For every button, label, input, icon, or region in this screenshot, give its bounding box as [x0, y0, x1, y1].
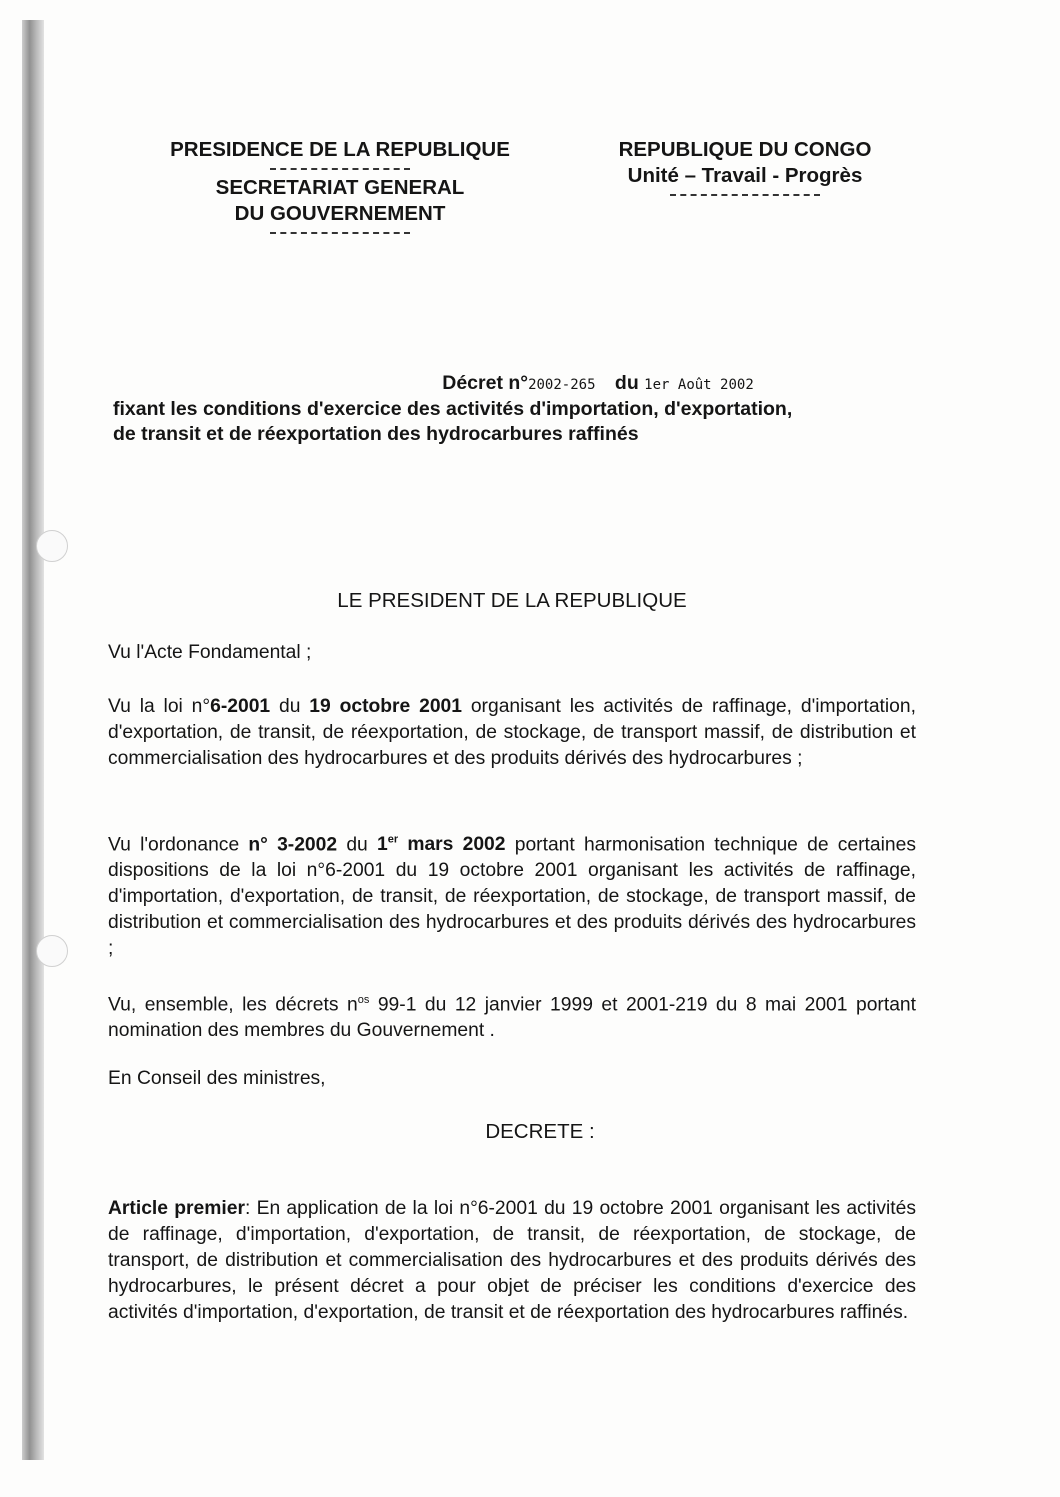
vu3-text: portant harmonisation technique de certaines dispositions de la loi n°6-2001 du 19 octobre 2001 organisant les activités de raffinage, d'importation, d'exportation, de transit, de réexportation, de stockage, de transport massif, de distribution et commercialisation des hydrocarbures et des produits dérivés des hydrocarbures ; — [108, 834, 916, 960]
header-separator — [270, 168, 410, 170]
header-left — [140, 138, 540, 240]
vu4-text: Vu, ensemble, les décrets n — [108, 994, 358, 1016]
article-premier — [108, 1196, 916, 1326]
vu3-day: 1 — [376, 834, 388, 856]
vu3-ord-number: n° 3-2002 — [248, 834, 338, 856]
vu3-day-sup: er — [387, 834, 399, 846]
vu3-text: du — [337, 834, 377, 856]
vu2-text: organisant les activités de raffinage, d'importation, d'exportation, de transit, de réexportation, de stockage, de transport massif, de distribution et commercialisation des hydrocarbures et des produits dérivés des hydrocarbures ; — [108, 696, 916, 769]
vu-loi-paragraph — [108, 694, 916, 772]
decree-subject-line2: de transit et de réexportation des hydrocarbures raffinés — [113, 423, 639, 445]
presidence-label: PRESIDENCE DE LA REPUBLIQUE — [170, 138, 510, 161]
vu3-month: mars 2002 — [398, 834, 506, 856]
decree-prefix: Décret n° — [442, 372, 529, 394]
header-separator — [670, 194, 820, 196]
vu-decrets-paragraph — [108, 987, 916, 1044]
punch-hole — [36, 530, 68, 562]
gouvernement-label: DU GOUVERNEMENT — [234, 202, 446, 225]
vu-acte-fondamental: Vu l'Acte Fondamental ; — [108, 642, 312, 663]
vu3-text: Vu l'ordonance — [108, 834, 249, 856]
decree-subject-line1: fixant les conditions d'exercice des activités d'importation, d'exportation, — [113, 398, 793, 420]
motto: Unité – Travail - Progrès — [627, 164, 863, 187]
decree-date: 1er Août 2002 — [644, 377, 754, 393]
vu2-text: Vu la loi n° — [108, 696, 211, 717]
vu4-sup: os — [357, 994, 370, 1006]
header-right — [585, 138, 905, 202]
vu3-ord-date — [377, 834, 506, 855]
decree-number-line — [113, 372, 943, 395]
article-text: : En application de la loi n°6-2001 du 19 octobre 2001 organisant les activités de raffinage, d'importation, d'exportation, de transit, de réexportation, de stockage, de transport, de distribution et commercialisation des hydrocarbures et des produits dérivés des hydrocarbures, le présent décret a pour objet de préciser les conditions d'exercice des activités d'importation, d'exportation, de transit et de réexportation des hydrocarbures raffinés. — [108, 1198, 916, 1323]
president-heading: LE PRESIDENT DE LA REPUBLIQUE — [337, 589, 687, 612]
header-separator — [270, 232, 410, 234]
secretariat-label: SECRETARIAT GENERAL — [215, 176, 465, 199]
decree-title — [113, 372, 943, 446]
decrete-heading: DECRETE : — [485, 1120, 595, 1143]
republique-label: REPUBLIQUE DU CONGO — [618, 138, 872, 161]
vu2-text: du — [270, 696, 310, 717]
decree-number: 2002-265 — [528, 377, 596, 393]
vu2-law-date: 19 octobre 2001 — [309, 696, 462, 717]
decree-du: du — [614, 372, 639, 394]
vu-ordonnance-paragraph — [108, 827, 916, 962]
scan-binding-edge — [22, 20, 44, 1460]
conseil-line: En Conseil des ministres, — [108, 1068, 326, 1089]
punch-hole — [36, 935, 68, 967]
vu4-text: 99-1 du 12 janvier 1999 et 2001-219 du 8 mai 2001 portant nomination des membres du Gouvernement . — [108, 994, 917, 1042]
article-label: Article premier — [108, 1198, 245, 1219]
vu2-law-number: 6-2001 — [210, 696, 271, 717]
